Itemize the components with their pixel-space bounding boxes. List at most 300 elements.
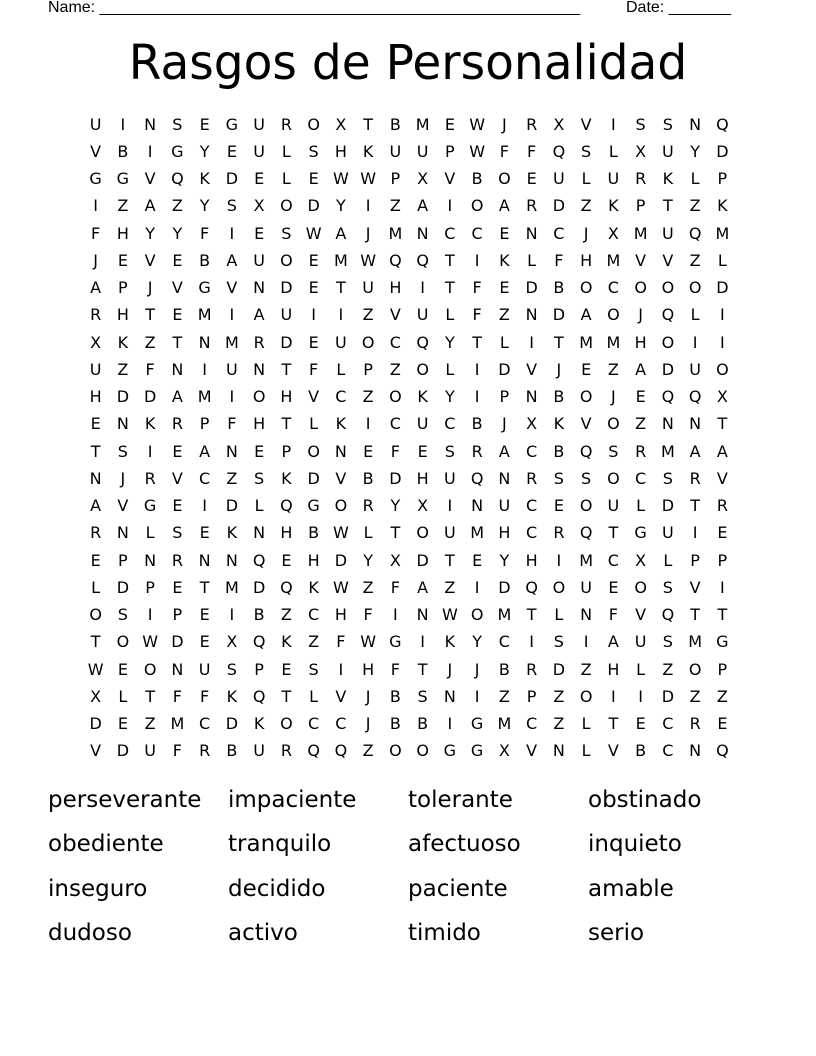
grid-letter: S — [553, 468, 564, 488]
grid-letter: L — [608, 141, 618, 161]
grid-letter: U — [662, 223, 674, 243]
grid-letter: D — [334, 550, 348, 570]
grid-letter: J — [365, 686, 371, 706]
grid-letter: D — [552, 305, 566, 325]
grid-letter: T — [281, 686, 292, 706]
grid-letter: I — [638, 686, 643, 706]
grid-letter: N — [525, 305, 538, 325]
grid-letter: G — [225, 114, 239, 134]
grid-letter: W — [469, 114, 486, 134]
grid-letter: H — [89, 387, 102, 407]
grid-letter: U — [416, 414, 429, 434]
grid-letter: I — [147, 141, 153, 161]
grid-letter: Z — [117, 359, 129, 379]
grid-letter: M — [688, 632, 703, 652]
grid-letter: A — [253, 305, 265, 325]
grid-letter: I — [474, 250, 480, 270]
grid-row — [82, 602, 736, 629]
grid-letter: C — [335, 387, 347, 407]
grid-letter: A — [635, 359, 647, 379]
grid-letter: U — [607, 169, 620, 189]
grid-letter: Z — [280, 605, 292, 625]
grid-letter: C — [662, 741, 674, 761]
grid-letter: I — [474, 387, 480, 407]
grid-letter: D — [307, 196, 320, 216]
grid-letter: M — [606, 250, 621, 270]
grid-letter: K — [308, 577, 319, 597]
grid-letter: Q — [307, 741, 320, 761]
grid-letter: U — [580, 577, 592, 597]
grid-letter: Y — [444, 387, 455, 407]
grid-letter: L — [309, 686, 319, 706]
grid-letter: A — [716, 441, 728, 461]
grid-letter: X — [498, 741, 510, 761]
word-list-item: afectuoso — [408, 831, 521, 858]
grid-row — [82, 166, 736, 193]
grid-letter: J — [365, 714, 371, 734]
grid-letter: I — [229, 387, 235, 407]
grid-letter: Z — [389, 359, 401, 379]
letter-grid — [82, 111, 736, 765]
grid-letter: Y — [363, 550, 374, 570]
grid-letter: P — [172, 605, 183, 625]
grid-letter: O — [334, 496, 348, 516]
grid-row — [82, 384, 736, 411]
grid-letter: I — [474, 359, 480, 379]
grid-letter: O — [116, 632, 130, 652]
grid-row — [82, 411, 736, 438]
grid-letter: F — [608, 605, 618, 625]
grid-letter: G — [143, 496, 157, 516]
grid-letter: U — [253, 141, 265, 161]
grid-letter: L — [254, 496, 264, 516]
grid-letter: D — [143, 387, 157, 407]
grid-letter: I — [202, 359, 207, 379]
grid-letter: N — [171, 659, 184, 679]
grid-letter: X — [226, 632, 238, 652]
grid-letter: U — [253, 741, 265, 761]
grid-row — [82, 356, 736, 383]
grid-letter: D — [116, 741, 130, 761]
grid-letter: O — [307, 441, 320, 461]
grid-letter: E — [308, 250, 319, 270]
grid-letter: A — [90, 496, 102, 516]
grid-letter: Z — [553, 686, 565, 706]
grid-letter: H — [498, 523, 511, 543]
grid-letter: T — [717, 414, 728, 434]
grid-letter: O — [579, 278, 593, 298]
grid-letter: I — [202, 496, 207, 516]
grid-letter: G — [634, 523, 647, 543]
grid-letter: E — [499, 223, 510, 243]
grid-letter: H — [607, 659, 620, 679]
grid-letter: N — [525, 387, 538, 407]
grid-letter: G — [470, 741, 484, 761]
grid-letter: Y — [444, 332, 455, 352]
grid-letter: D — [225, 714, 239, 734]
grid-letter: O — [389, 387, 402, 407]
grid-letter: L — [336, 359, 346, 379]
grid-letter: O — [280, 714, 293, 734]
grid-letter: O — [661, 278, 675, 298]
grid-row — [82, 302, 736, 329]
grid-letter: D — [661, 686, 675, 706]
grid-letter: X — [607, 223, 619, 243]
grid-letter: X — [635, 141, 647, 161]
grid-letter: Y — [199, 196, 210, 216]
grid-letter: E — [717, 714, 728, 734]
word-list-row — [48, 911, 788, 955]
grid-letter: U — [416, 141, 429, 161]
grid-letter: I — [447, 196, 453, 216]
grid-letter: S — [172, 523, 183, 543]
grid-letter: J — [474, 659, 480, 679]
grid-letter: F — [200, 686, 210, 706]
grid-letter: A — [689, 441, 701, 461]
grid-letter: V — [171, 468, 183, 488]
grid-letter: J — [120, 468, 126, 488]
grid-letter: P — [363, 359, 373, 379]
grid-letter: E — [226, 141, 237, 161]
grid-letter: C — [553, 223, 565, 243]
grid-letter: N — [225, 550, 238, 570]
grid-letter: T — [335, 278, 346, 298]
grid-letter: U — [144, 741, 156, 761]
grid-letter: H — [280, 387, 293, 407]
grid-letter: K — [226, 686, 238, 706]
grid-letter: M — [660, 441, 675, 461]
grid-letter: W — [142, 632, 159, 652]
grid-letter: N — [253, 359, 266, 379]
grid-letter: Y — [472, 632, 483, 652]
grid-letter: Q — [661, 305, 675, 325]
grid-letter: U — [389, 141, 402, 161]
grid-row — [82, 438, 736, 465]
grid-letter: O — [307, 114, 320, 134]
date-field-label: Date: _______ — [626, 0, 731, 16]
grid-letter: B — [362, 468, 374, 488]
grid-letter: T — [717, 605, 728, 625]
grid-letter: W — [469, 141, 486, 161]
grid-letter: D — [307, 468, 320, 488]
grid-letter: I — [692, 523, 698, 543]
grid-letter: O — [416, 359, 429, 379]
grid-letter: D — [498, 577, 511, 597]
grid-letter: T — [172, 332, 183, 352]
grid-letter: O — [470, 196, 484, 216]
grid-letter: R — [144, 468, 156, 488]
grid-letter: T — [281, 414, 292, 434]
grid-letter: U — [416, 305, 429, 325]
grid-letter: N — [661, 414, 674, 434]
grid-letter: F — [172, 741, 182, 761]
grid-letter: T — [608, 714, 619, 734]
grid-letter: Q — [280, 496, 293, 516]
grid-letter: T — [553, 332, 564, 352]
grid-letter: R — [689, 714, 701, 734]
grid-letter: Q — [389, 250, 402, 270]
grid-letter: I — [583, 632, 589, 652]
grid-letter: J — [502, 114, 507, 134]
grid-letter: Z — [580, 196, 592, 216]
grid-letter: L — [581, 169, 591, 189]
grid-letter: Z — [144, 714, 156, 734]
grid-letter: U — [553, 169, 565, 189]
grid-letter: F — [336, 632, 346, 652]
grid-letter: N — [443, 686, 456, 706]
grid-letter: K — [717, 196, 728, 216]
grid-letter: P — [717, 169, 728, 189]
word-list-item: activo — [228, 920, 298, 947]
grid-letter: Q — [661, 605, 675, 625]
grid-letter: E — [199, 114, 210, 134]
grid-letter: S — [608, 441, 619, 461]
word-list-item: timido — [408, 920, 481, 947]
grid-letter: D — [280, 332, 293, 352]
grid-letter: D — [552, 659, 566, 679]
grid-letter: Y — [199, 141, 210, 161]
grid-letter: F — [499, 141, 509, 161]
grid-letter: F — [554, 250, 564, 270]
grid-letter: J — [556, 359, 562, 379]
grid-letter: Z — [716, 686, 728, 706]
grid-letter: H — [280, 523, 293, 543]
grid-letter: O — [634, 278, 647, 298]
grid-letter: K — [662, 169, 674, 189]
grid-letter: R — [635, 169, 647, 189]
grid-letter: M — [497, 714, 512, 734]
grid-row — [82, 275, 736, 302]
grid-letter: Z — [308, 632, 320, 652]
grid-letter: V — [526, 359, 538, 379]
grid-letter: F — [227, 414, 237, 434]
grid-letter: Q — [716, 114, 729, 134]
grid-letter: X — [335, 114, 347, 134]
grid-row — [82, 711, 736, 738]
grid-letter: H — [580, 250, 593, 270]
grid-letter: E — [117, 659, 128, 679]
grid-letter: E — [117, 714, 128, 734]
grid-letter: S — [581, 468, 592, 488]
grid-letter: U — [662, 141, 674, 161]
grid-letter: U — [198, 659, 211, 679]
grid-letter: S — [172, 114, 183, 134]
grid-letter: R — [90, 523, 102, 543]
grid-letter: Q — [579, 441, 593, 461]
grid-letter: I — [229, 223, 235, 243]
grid-letter: Z — [444, 577, 456, 597]
grid-letter: L — [309, 414, 319, 434]
grid-letter: R — [199, 741, 211, 761]
grid-letter: B — [199, 250, 211, 270]
grid-letter: U — [253, 250, 265, 270]
grid-letter: E — [308, 169, 319, 189]
grid-row — [82, 547, 736, 574]
grid-letter: C — [444, 223, 456, 243]
grid-letter: P — [281, 441, 292, 461]
grid-letter: V — [144, 169, 156, 189]
grid-letter: R — [362, 496, 374, 516]
grid-letter: S — [117, 441, 128, 461]
grid-row — [82, 193, 736, 220]
grid-letter: V — [308, 387, 320, 407]
grid-letter: D — [252, 577, 266, 597]
grid-letter: C — [662, 714, 674, 734]
grid-letter: V — [171, 278, 183, 298]
grid-letter: O — [688, 659, 702, 679]
grid-letter: O — [607, 414, 620, 434]
grid-letter: R — [526, 196, 538, 216]
grid-letter: I — [611, 114, 616, 134]
grid-letter: U — [607, 496, 620, 516]
page-title: Rasgos de Personalidad — [128, 35, 688, 91]
grid-letter: E — [172, 496, 183, 516]
grid-letter: E — [254, 223, 265, 243]
word-list-item: inseguro — [48, 875, 148, 902]
grid-letter: B — [417, 714, 429, 734]
grid-letter: Y — [499, 550, 510, 570]
grid-letter: K — [253, 714, 265, 734]
grid-letter: N — [198, 550, 211, 570]
grid-letter: P — [118, 550, 128, 570]
grid-letter: N — [525, 223, 538, 243]
grid-letter: I — [556, 550, 562, 570]
grid-letter: E — [199, 605, 210, 625]
grid-letter: B — [553, 278, 565, 298]
grid-row — [82, 111, 736, 138]
grid-row — [82, 220, 736, 247]
grid-row — [82, 656, 736, 683]
grid-letter: C — [471, 223, 483, 243]
grid-letter: J — [93, 250, 98, 270]
grid-letter: W — [360, 169, 377, 189]
grid-letter: S — [226, 196, 237, 216]
grid-letter: C — [526, 496, 538, 516]
grid-letter: K — [199, 169, 210, 189]
grid-letter: C — [308, 714, 320, 734]
grid-letter: A — [417, 577, 429, 597]
grid-letter: W — [87, 659, 104, 679]
grid-letter: B — [471, 169, 483, 189]
grid-letter: E — [526, 169, 537, 189]
grid-letter: U — [335, 332, 347, 352]
grid-letter: H — [334, 141, 347, 161]
grid-letter: U — [444, 468, 456, 488]
grid-letter: E — [172, 577, 183, 597]
grid-letter: I — [529, 632, 534, 652]
grid-letter: E — [444, 114, 455, 134]
word-list-item: perseverante — [48, 787, 202, 814]
grid-letter: I — [720, 332, 725, 352]
grid-letter: Z — [144, 332, 156, 352]
grid-letter: E — [90, 550, 101, 570]
grid-letter: L — [499, 332, 509, 352]
grid-letter: E — [553, 496, 564, 516]
grid-letter: O — [661, 332, 675, 352]
grid-letter: R — [526, 114, 538, 134]
grid-letter: O — [579, 496, 593, 516]
grid-letter: K — [608, 196, 619, 216]
grid-letter: V — [335, 686, 347, 706]
grid-letter: S — [308, 659, 319, 679]
grid-letter: R — [171, 550, 183, 570]
name-field-label: Name: ______________________________________________________ — [48, 0, 581, 16]
word-list-item: paciente — [408, 875, 508, 902]
grid-letter: I — [311, 305, 316, 325]
grid-letter: K — [117, 332, 129, 352]
grid-letter: E — [717, 523, 728, 543]
grid-letter: N — [171, 359, 184, 379]
grid-letter: E — [281, 659, 292, 679]
grid-letter: V — [226, 278, 238, 298]
grid-letter: O — [280, 250, 293, 270]
grid-letter: J — [502, 414, 507, 434]
grid-letter: M — [579, 550, 594, 570]
grid-letter: T — [390, 523, 401, 543]
grid-letter: X — [90, 332, 102, 352]
word-list-item: decidido — [228, 875, 326, 902]
grid-letter: C — [389, 414, 401, 434]
grid-letter: Y — [145, 223, 156, 243]
grid-letter: I — [692, 332, 698, 352]
grid-letter: T — [444, 250, 455, 270]
grid-letter: D — [225, 496, 239, 516]
grid-letter: W — [441, 605, 458, 625]
grid-letter: D — [116, 577, 130, 597]
grid-letter: N — [334, 441, 347, 461]
word-list-item: amable — [588, 875, 674, 902]
grid-letter: S — [226, 659, 237, 679]
grid-letter: T — [90, 632, 101, 652]
grid-letter: L — [527, 250, 537, 270]
grid-letter: I — [474, 686, 480, 706]
grid-row — [82, 520, 736, 547]
grid-letter: U — [498, 496, 511, 516]
grid-letter: O — [280, 196, 293, 216]
grid-row — [82, 465, 736, 492]
grid-letter: V — [90, 141, 102, 161]
grid-letter: D — [389, 468, 402, 488]
grid-letter: I — [420, 278, 425, 298]
grid-letter: O — [716, 359, 729, 379]
grid-letter: D — [716, 141, 729, 161]
grid-letter: E — [308, 278, 319, 298]
grid-letter: N — [144, 550, 157, 570]
grid-letter: D — [498, 359, 511, 379]
grid-letter: P — [145, 577, 155, 597]
grid-row — [82, 738, 736, 765]
grid-letter: Q — [171, 169, 184, 189]
grid-letter: S — [662, 632, 673, 652]
grid-letter: R — [689, 468, 701, 488]
word-list-row — [48, 778, 788, 822]
grid-letter: Z — [498, 686, 510, 706]
grid-letter: U — [362, 278, 374, 298]
grid-letter: O — [688, 278, 702, 298]
grid-letter: T — [690, 605, 701, 625]
grid-letter: I — [147, 441, 153, 461]
grid-letter: R — [171, 414, 183, 434]
grid-letter: N — [689, 414, 702, 434]
grid-letter: G — [171, 141, 184, 161]
grid-letter: C — [199, 468, 211, 488]
grid-letter: T — [417, 659, 428, 679]
grid-letter: V — [635, 605, 647, 625]
grid-letter: Z — [226, 468, 238, 488]
grid-letter: V — [716, 468, 728, 488]
grid-letter: Q — [252, 550, 266, 570]
grid-letter: Q — [416, 332, 429, 352]
